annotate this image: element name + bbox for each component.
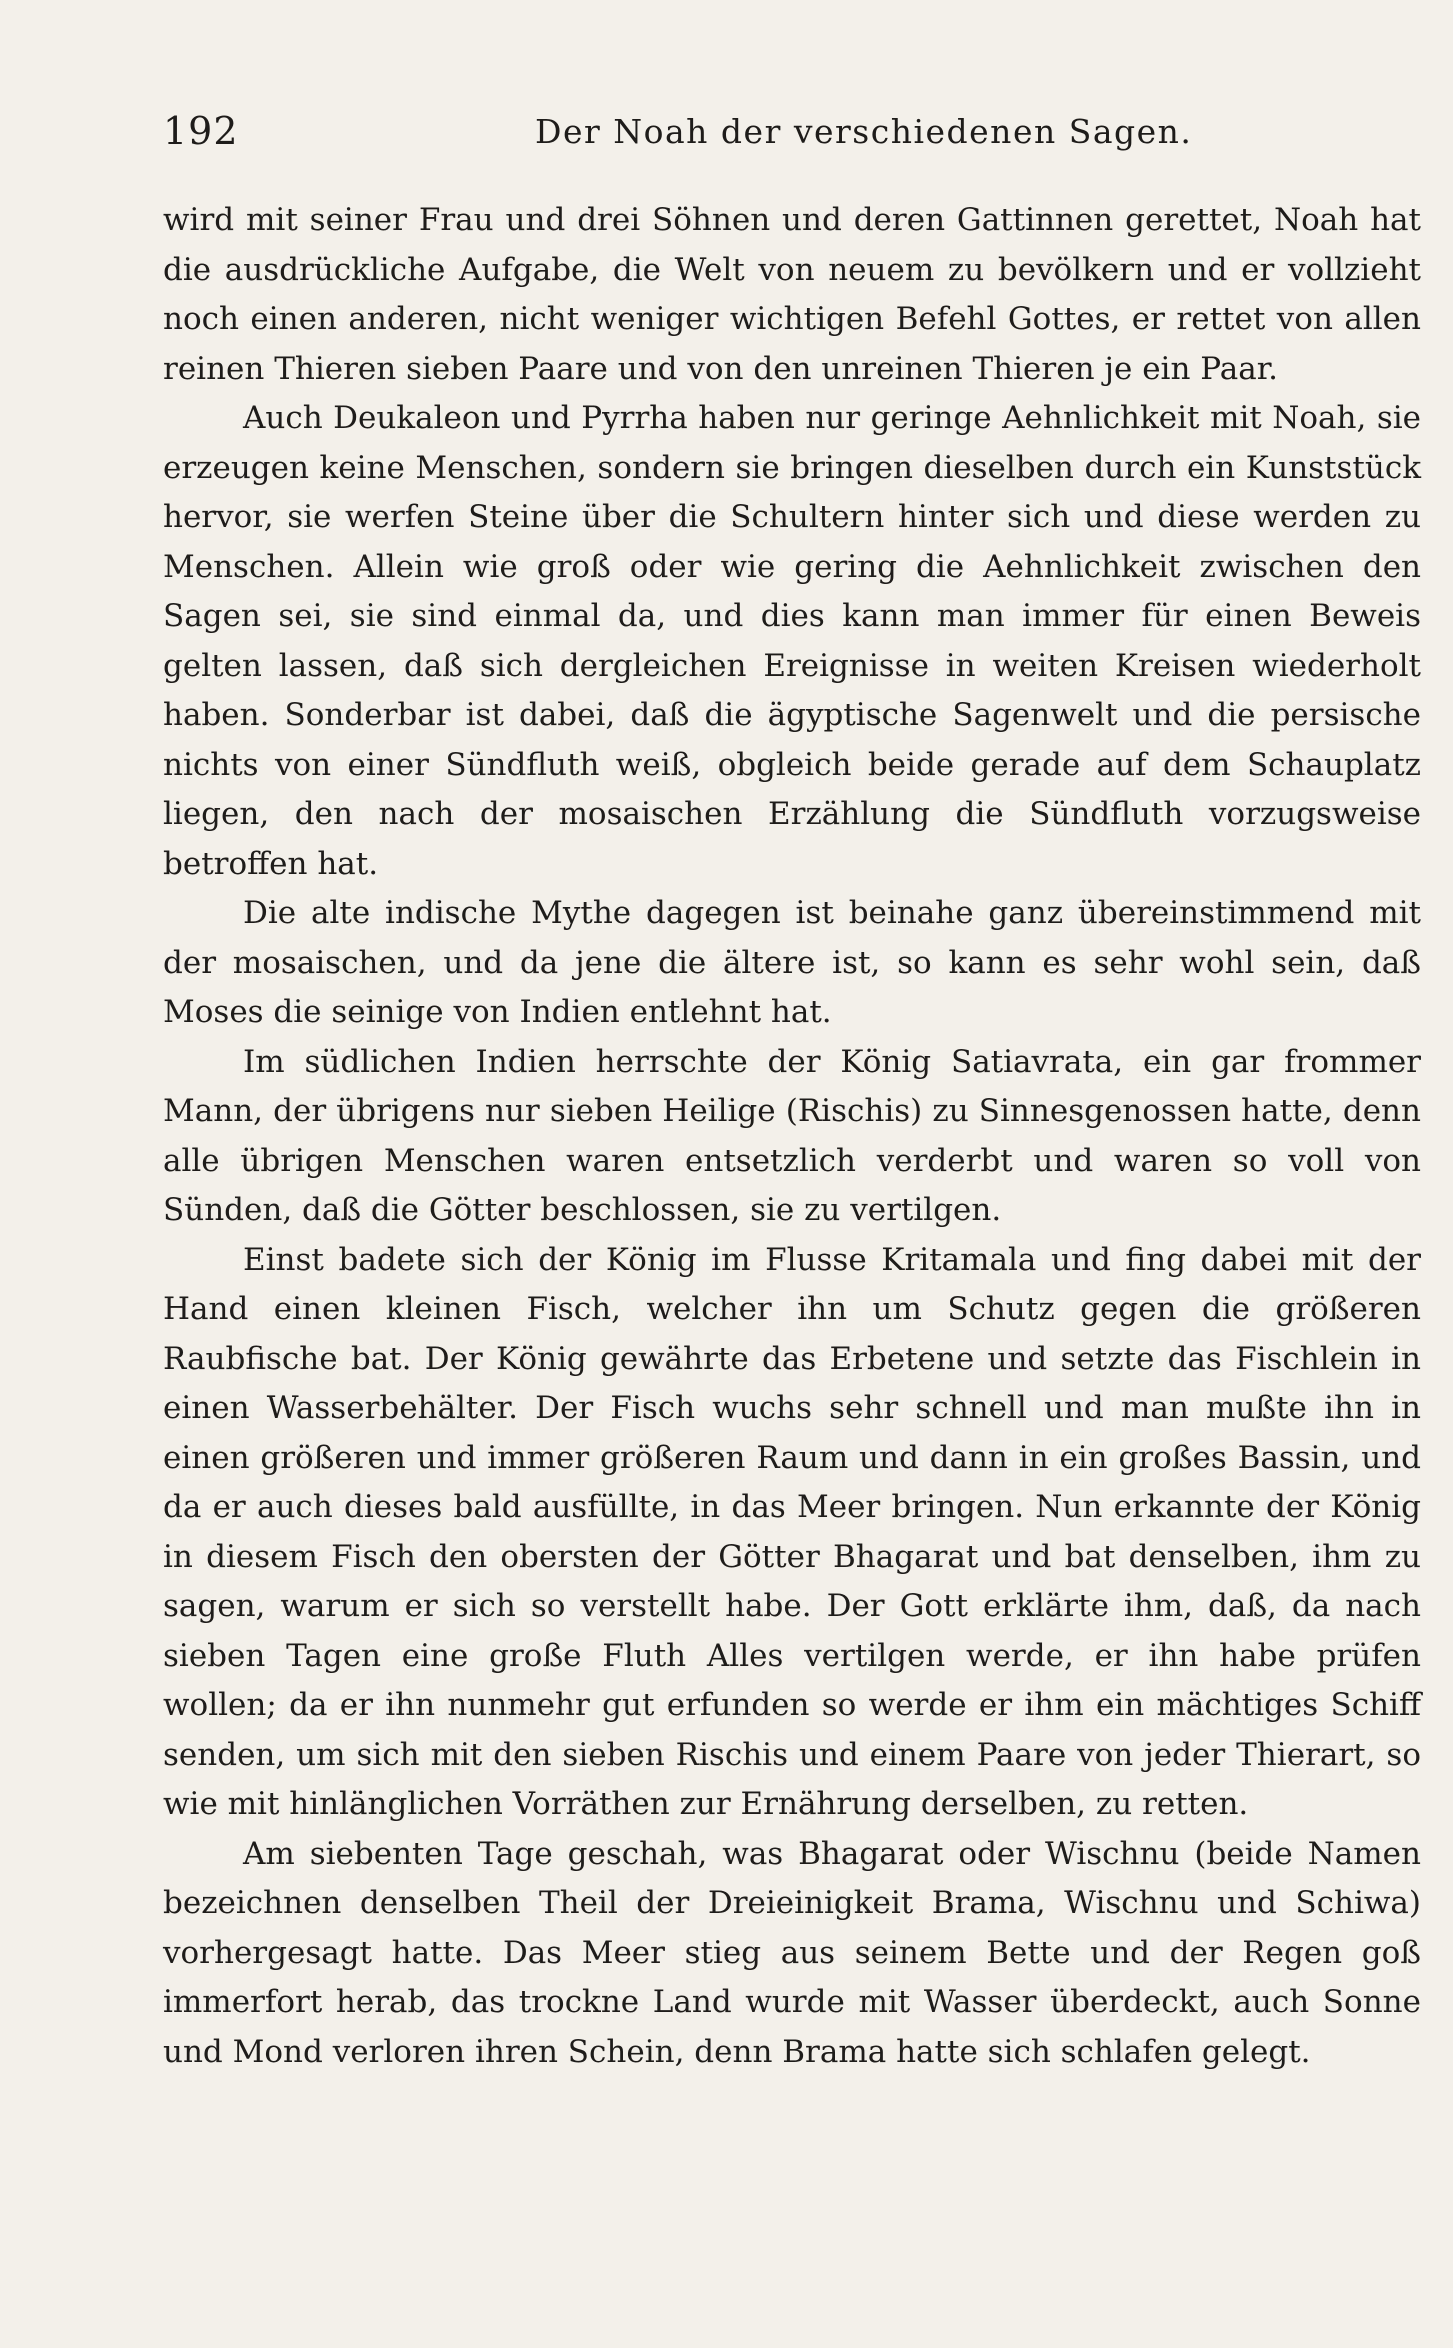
paragraph-seventh-day: Am siebenten Tage geschah, was Bhagarat oder Wischnu (beide Namen bezeichnen denselben Theil der Dreieinigkeit Brama, Wischnu und Schiwa) vorhergesagt hatte. Das Meer stieg aus seinem Bette und der Regen goß immerfort herab, das trockne Land wurde mit Wasser überdeckt, auch Sonne und Mond verloren ihren Schein, denn Brama hatte sich schlafen gelegt. (163, 1835, 1421, 2070)
paragraph-fish: Einst badete sich der König im Flusse Kritamala und fing dabei mit der Hand einen kleinen Fisch, welcher ihn um Schutz gegen die größeren Raubfische bat. Der König gewährte das Erbetene und setzte das Fischlein in einen Wasserbehälter. Der Fisch wuchs sehr schnell und man mußte ihn in einen größeren und immer größeren Raum und dann in ein großes Bassin, und da er auch dieses bald ausfüllte, in das Meer bringen. Nun erkannte der König in diesem Fisch den obersten der Götter Bhagarat und bat denselben, ihm zu sagen, warum er sich so verstellt habe. Der Gott erklärte ihm, daß, da nach sieben Tagen eine große Fluth Alles vertilgen werde, er ihn habe prüfen wollen; da er ihn nunmehr gut erfunden so werde er ihm ein mächtiges Schiff senden, um sich mit den sieben Rischis und einem Paare von jeder Thierart, so wie mit hinlänglichen Vorräthen zur Ernährung derselben, zu retten. (163, 1241, 1421, 1822)
paragraph-satiavrata: Im südlichen Indien herrschte der König Satiavrata, ein gar frommer Mann, der übrigens nur sieben Heilige (Rischis) zu Sinnesgenossen hatte, denn alle übrigen Menschen waren entsetzlich verderbt und waren so voll von Sünden, daß die Götter beschlossen, sie zu vertilgen. (163, 1043, 1421, 1228)
page-number: 192 (163, 109, 239, 153)
paragraph-deukaleon: Auch Deukaleon und Pyrrha haben nur geringe Aehnlichkeit mit Noah, sie erzeugen keine Menschen, sondern sie bringen dieselben durch ein Kunststück hervor, sie werfen Steine über die Schultern hinter sich und diese werden zu Menschen. Allein wie groß oder wie gering die Aehnlichkeit zwischen den Sagen sei, sie sind einmal da, und dies kann man immer für einen Beweis gelten lassen, daß sich dergleichen Ereignisse in weiten Kreisen wiederholt haben. Sonderbar ist dabei, daß die ägyptische Sagenwelt und die persische nichts von einer Sündfluth weiß, obgleich beide gerade auf dem Schauplatz liegen, den nach der mosaischen Erzählung die Sündfluth vorzugsweise betroffen hat. (163, 400, 1421, 882)
body-text (163, 196, 1421, 2077)
paragraph-continuation: wird mit seiner Frau und drei Söhnen und deren Gattinnen gerettet, Noah hat die ausdrückliche Aufgabe, die Welt von neuem zu bevölkern und er vollzieht noch einen anderen, nicht weniger wichtigen Befehl Gottes, er rettet von allen reinen Thieren sieben Paare und von den unreinen Thieren je ein Paar. (163, 202, 1421, 387)
paragraph-indian-myth: Die alte indische Mythe dagegen ist beinahe ganz übereinstimmend mit der mosaischen, und da jene die ältere ist, so kann es sehr wohl sein, daß Moses die seinige von Indien entlehnt hat. (163, 895, 1421, 1030)
running-head: Der Noah der verschiedenen Sagen. (535, 112, 1193, 151)
